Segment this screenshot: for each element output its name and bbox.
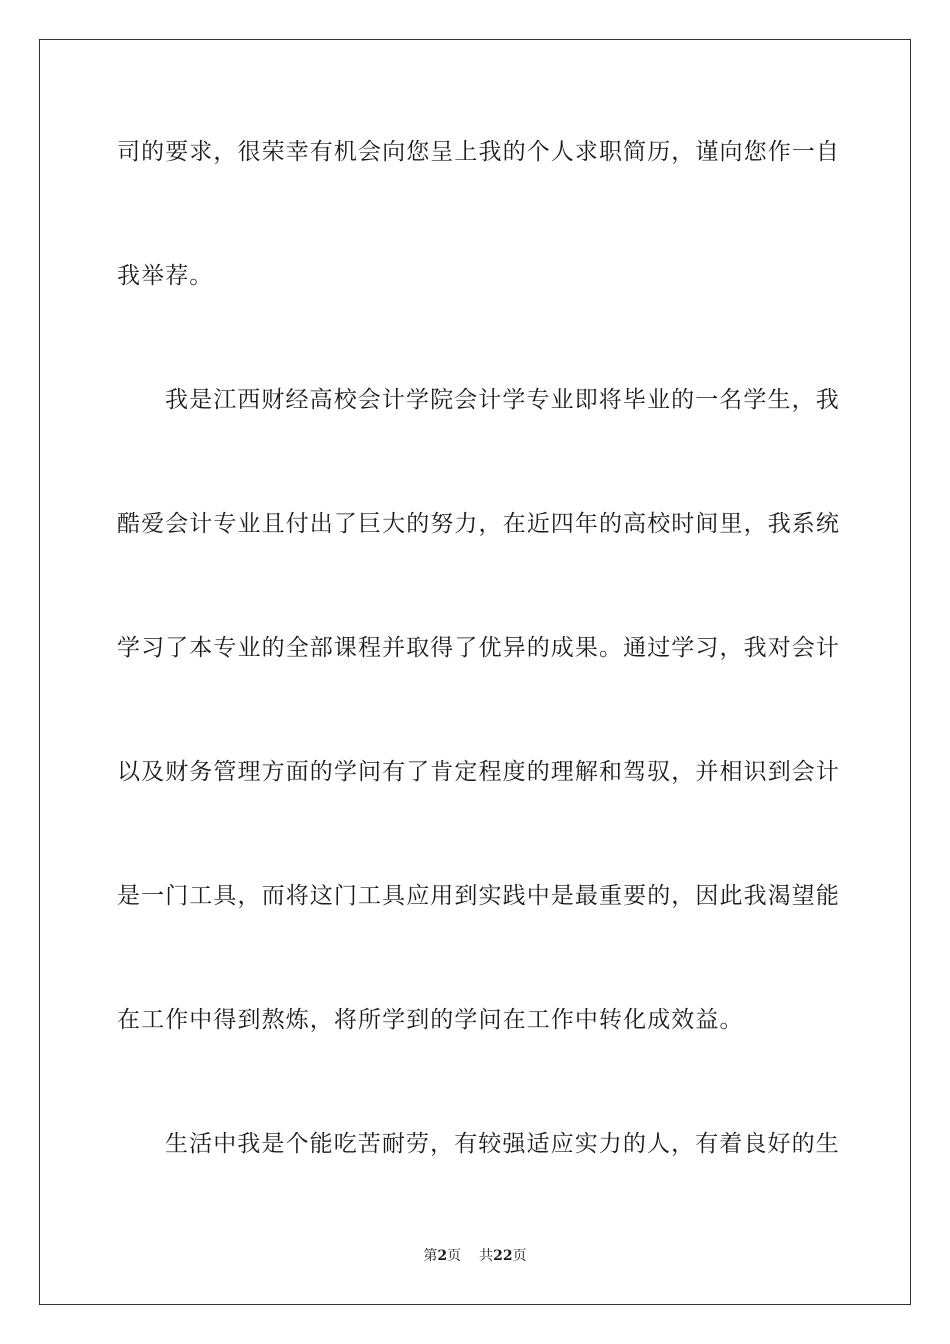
footer-total-suffix: 页 [512, 1248, 527, 1264]
page-border [39, 39, 911, 1305]
body-line-6: 以及财务管理方面的学问有了肯定程度的理解和驾驭，并相识到会计 [117, 759, 840, 785]
page-footer [0, 1246, 950, 1266]
body-line-5: 学习了本专业的全部课程并取得了优异的成果。通过学习，我对会计 [117, 635, 840, 661]
body-line-9: 生活中我是个能吃苦耐劳，有较强适应实力的人，有着良好的生 [165, 1131, 840, 1157]
body-line-3: 我是江西财经高校会计学院会计学专业即将毕业的一名学生，我 [165, 387, 840, 413]
body-line-1: 司的要求，很荣幸有机会向您呈上我的个人求职简历，谨向您作一自 [117, 139, 840, 165]
footer-page-current: 2 [437, 1248, 448, 1264]
footer-page-total: 22 [493, 1248, 513, 1264]
body-line-4: 酷爱会计专业且付出了巨大的努力，在近四年的高校时间里，我系统 [117, 511, 840, 537]
footer-total-prefix: 共 [479, 1248, 494, 1264]
body-line-8: 在工作中得到熬炼，将所学到的学问在工作中转化成效益。 [117, 1007, 744, 1033]
body-line-7: 是一门工具，而将这门工具应用到实践中是最重要的，因此我渴望能 [117, 883, 840, 909]
footer-page-suffix: 页 [447, 1248, 462, 1264]
footer-page-prefix: 第 [423, 1248, 438, 1264]
body-line-2: 我举荐。 [117, 263, 214, 289]
